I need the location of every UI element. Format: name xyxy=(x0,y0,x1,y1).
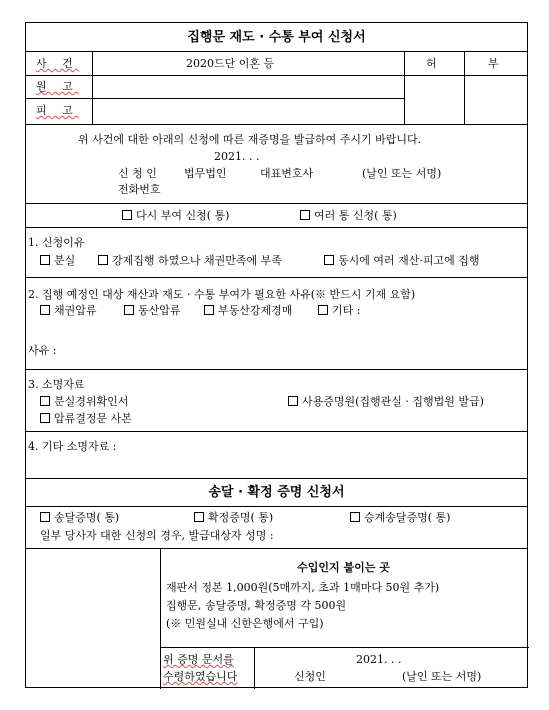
form-title-row xyxy=(26,23,527,52)
reason-lost-checkbox[interactable] xyxy=(40,255,50,265)
evidence-usage-cert[interactable]: 사용증명원(집행관실 · 집행법원 발급) xyxy=(288,395,484,408)
delivery-title-row xyxy=(26,479,527,507)
target-other-checkbox[interactable] xyxy=(318,305,328,315)
section4-heading: 4. 기타 소명자료 : xyxy=(28,440,117,453)
finality-cert-option[interactable]: 확정증명( 통) xyxy=(194,511,273,524)
application-form xyxy=(25,22,528,688)
receipt-top-border xyxy=(160,647,529,648)
reissue-option[interactable]: 다시 부여 신청( 통) xyxy=(122,209,229,222)
applicant-label: 신 청 인 xyxy=(118,167,157,180)
case-label: 사 건 xyxy=(36,57,79,70)
reason-insufficient[interactable]: 강제집행 하였으나 채권만족에 부족 xyxy=(98,254,282,267)
receipt-label-line2: 수령하였습니다 xyxy=(163,670,238,683)
section2-heading: 2. 집행 예정인 대상 재산과 재도 · 수통 부여가 필요한 사유(※ 반드시 기재 요함) xyxy=(28,288,416,301)
finality-cert-checkbox[interactable] xyxy=(194,512,204,522)
delivery-cert-option[interactable]: 송달증명( 통) xyxy=(40,511,119,524)
succession-cert-checkbox[interactable] xyxy=(350,512,360,522)
target-movable[interactable]: 동산압류 xyxy=(124,304,181,317)
stamp-heading: 수입인지 붙이는 곳 xyxy=(297,561,390,574)
receipt-applicant: 신청인 xyxy=(294,670,326,683)
receipt-seal: (날인 또는 서명) xyxy=(402,670,482,683)
section3-heading: 3. 소명자료 xyxy=(28,378,85,391)
succession-cert-option[interactable]: 승계송달증명( 통) xyxy=(350,511,450,524)
column-heo: 허 xyxy=(426,57,437,70)
multi-copy-checkbox[interactable] xyxy=(300,210,310,220)
section1-heading: 1. 신청이유 xyxy=(28,236,85,249)
reissue-checkbox[interactable] xyxy=(122,210,132,220)
reason-label: 사유 : xyxy=(28,344,57,357)
target-movable-checkbox[interactable] xyxy=(124,305,134,315)
case-info-block xyxy=(26,52,527,124)
target-bond[interactable]: 채권압류 xyxy=(40,304,97,317)
column-bu: 부 xyxy=(488,57,499,70)
stamp-line2: 집행문, 송달증명, 확정증명 각 500원 xyxy=(166,599,347,612)
delivery-title: 송달 · 확정 증명 신청서 xyxy=(208,485,345,500)
receipt-label-line1: 위 증명 문서를 xyxy=(163,653,234,666)
section-evidence xyxy=(26,370,527,432)
rep-attorney: 대표변호사 xyxy=(260,167,314,180)
target-real-estate-checkbox[interactable] xyxy=(204,305,214,315)
target-real-estate[interactable]: 부동산강제경매 xyxy=(204,304,292,317)
reason-lost[interactable]: 분실 xyxy=(40,254,75,267)
evidence-usage-cert-checkbox[interactable] xyxy=(288,396,298,406)
applicant-name: 법무법인 xyxy=(184,167,227,180)
phone-label: 전화번호 xyxy=(118,183,161,196)
partial-applicant-note: 일부 당사자 대한 신청의 경우, 발급대상자 성명 : xyxy=(40,529,274,542)
reason-insufficient-checkbox[interactable] xyxy=(98,255,108,265)
issue-options-row xyxy=(26,204,527,228)
request-statement: 위 사건에 대한 아래의 신청에 따른 재증명을 발급하여 주시기 바랍니다. xyxy=(78,133,422,146)
evidence-loss-report-checkbox[interactable] xyxy=(40,396,50,406)
delivery-cert-checkbox[interactable] xyxy=(40,512,50,522)
request-date: 2021. . . xyxy=(214,150,260,163)
section-target-property xyxy=(26,278,527,370)
delivery-options-block xyxy=(26,507,527,549)
stamp-line3: (※ 민원실내 신한은행에서 구입) xyxy=(166,617,324,630)
reason-simultaneous-checkbox[interactable] xyxy=(324,255,334,265)
case-value: 2020드단 이혼 등 xyxy=(186,57,275,70)
section-reason xyxy=(26,228,527,278)
evidence-loss-report[interactable]: 분실경위확인서 xyxy=(40,395,128,408)
request-block xyxy=(26,124,527,204)
multi-copy-option[interactable]: 여러 통 신청( 통) xyxy=(300,209,397,222)
receipt-divider xyxy=(254,647,255,689)
target-other[interactable]: 기타 : xyxy=(318,304,360,317)
section-other-evidence xyxy=(26,432,527,479)
evidence-seizure-copy-checkbox[interactable] xyxy=(40,413,50,423)
reason-simultaneous[interactable]: 동시에 여러 재산·피고에 집행 xyxy=(324,254,480,267)
plaintiff-label: 원 고 xyxy=(36,80,79,93)
target-bond-checkbox[interactable] xyxy=(40,305,50,315)
defendant-label: 피 고 xyxy=(36,104,79,117)
receipt-date: 2021. . . xyxy=(356,653,402,666)
stamp-line1: 재판서 정본 1,000원(5매까지, 초과 1매마다 50원 추가) xyxy=(166,581,440,594)
seal-note: (날인 또는 서명) xyxy=(362,167,442,180)
evidence-seizure-copy[interactable]: 압류결정문 사본 xyxy=(40,412,132,425)
form-title: 집행문 재도 · 수통 부여 신청서 xyxy=(187,30,366,45)
